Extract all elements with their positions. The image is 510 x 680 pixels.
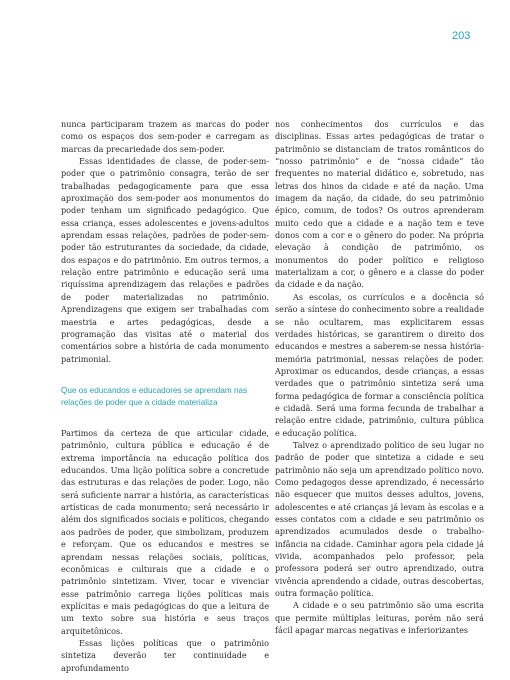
paragraph: Essas identidades de classe, de poder-sem-poder que o patrimônio consagra, terão de ser trabalhadas pedagogicamente para que essa aproximação dos sem-poder aos monumentos do poder tenham um significado pedagógico. Que essa criança, esses adolescentes e jovens-adultos aprendam essas relações, padrões de poder-sem-poder tão estruturantes da sociedade, da cidade, dos espaços e do patrimônio. Em outros termos, a relação entre patrimônio e educação será uma riquíssima aprendizagem das relações e padrões de poder materializadas no patrimônio. Aprendizagens que exigem ser trabalhadas com maestria e artes pedagógicas, desde a programação das visitas até o material dos comentários sobre a história de cada monumento patrimonial. bbox=[61, 156, 269, 364]
paragraph: nos conhecimentos dos currículos e das disciplinas. Essas artes pedagógicas de tratar o patrimônio se distanciam de tratos românticos do “nosso patrimônio” e de “nossa cidade” tão frequentes no material didático e, sobretudo, nas letras dos hinos da cidade e até da nação. Uma imagem da nação, da cidade, do seu patrimônio épico, comum, de todos? Os outros aprenderam muito cedo que a cidade e a nação tem e teve donos com a cor e o gênero do poder. Na própria elevação à condição de patrimônio, os monumentos do poder político e religioso materializam a cor, o gênero e a classe do poder da cidade e da nação. bbox=[275, 119, 484, 290]
paragraph: As escolas, os currículos e a docência só serão a síntese do conhecimento sobre a realidade se não ocultarem, mas explicitarem essas verdades históricas, se garantirem o direito dos educandos e mestres a saberem-se nessa história-memória patrimonial, nessas relações de poder. Aproximar os educandos, desde crianças, a essas verdades que o patrimônio sintetiza será uma forma pedagógica de formar a consciência política e cidadã. Será uma forma fecunda de trabalhar a relação entre cidade, patrimônio, cultura pública e educação política. bbox=[275, 291, 484, 438]
paragraph: nunca participaram trazem as marcas do poder como os espaços dos sem-poder e carregam as marcas da precariedade dos sem-poder. bbox=[61, 119, 269, 154]
left-column bbox=[61, 118, 269, 674]
paragraph: A cidade e o seu patrimônio são uma escrita que permite múltiplas leituras, porém não será fácil apagar marcas negativas e inferiorizantes bbox=[275, 600, 484, 636]
paragraph: Talvez o aprendizado político de seu lugar no padrão de poder que sintetiza a cidade e seu patrimônio não seja um aprendizado político novo. Como pedagogos desse aprendizado, é necessário não esquecer que muitos desses adultos, jovens, adolescentes e até crianças já levam às escolas e a esses contatos com a cidade e seu patrimônio os aprendizados acumulados desde o trabalho-infância na cidade. Caminhar agora pela cidade já vivida, acompanhados pelo professor, pela professora poderá ser outro aprendizado, outra vivência aprendendo a cidade, outras descobertas, outra formação política. bbox=[275, 439, 484, 599]
paragraph: Partimos da certeza de que articular cidade, patrimônio, cultura pública e educação é de extrema importância na educação política dos educandos. Uma lição política sobre a concretude das estruturas e das relações de poder. Logo, não será suficiente narrar a história, as características artísticas de cada monumento; será necessário ir além dos significados sociais e políticos, chegando aos padrões de poder, que simbolizam, produzem e reforçam. Que os educandos e mestres se aprendam nessas relações sociais, políticas, econômicas e culturais que a cidade e o patrimônio sintetizam. Viver, tocar e vivenciar esse patrimônio carrega lições políticas mais explícitas e mais pedagógicas do que a leitura de um texto sobre sua história e seus traços arquitetônicos. bbox=[61, 428, 269, 636]
page-number: 203 bbox=[452, 30, 471, 42]
section-heading: Que os educandos e educadores se aprendam nas relações de poder que a cidade materializa bbox=[61, 385, 248, 408]
paragraph: Essas lições políticas que o patrimônio sintetiza deverão ter continuidade e aprofundamento bbox=[61, 637, 269, 673]
right-column bbox=[275, 118, 484, 636]
